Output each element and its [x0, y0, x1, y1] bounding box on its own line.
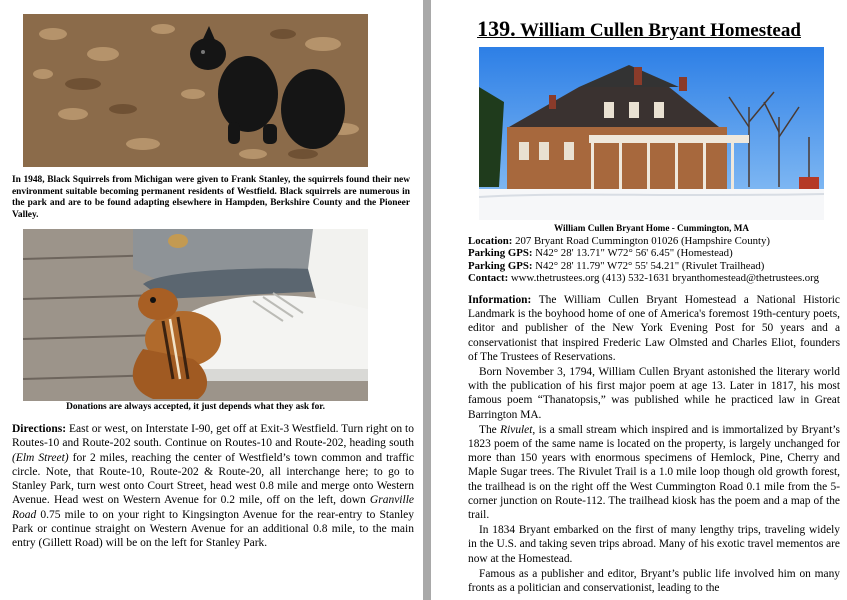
directions-text-2: for 2 miles, reaching the center of Westfield’s town common and traffic circle. Note, that Route-10, Route-202 & Route-20, all interchange here; to go to Stanley Park, turn west onto Court Street, head west 0.8 mile and merge onto Western Avenue. Head west on Western Avenue for 0.2 mile, off on the left, down: [12, 451, 414, 507]
contact-line: [468, 272, 840, 284]
directions-label: Directions:: [12, 423, 67, 435]
right-page: [431, 0, 847, 600]
location-value: 207 Bryant Road Cummington 01026 (Hampshire County): [512, 235, 770, 247]
location-line: [468, 235, 840, 247]
location-label: Location:: [468, 235, 513, 247]
gps-label: Parking GPS:: [468, 259, 533, 272]
squirrel-caption: In 1948, Black Squirrels from Michigan were given to Frank Stanley, the squirrels found their new environment suitable becoming permanent residents of Westfield. Black squirrels are numerous in the park and are to be found adapting elsewhere in Hampden, Berkshire County and the Pioneer Valley.: [12, 175, 410, 220]
gps-homestead-value: N42° 28' 13.71" W72° 56' 6.45" (Homestead): [532, 247, 733, 260]
entry-title: William Cullen Bryant Homestead: [515, 20, 801, 41]
directions-text-3: 0.75 mile to on your right to Kingsington Avenue for the rear-entry to Stanley Park or continue straight on Western Avenue for an additional 0.8 mile, to the main entry (Gillett Road) will be on the left for Stanley Park.: [12, 508, 414, 550]
black-squirrel-photo: [23, 14, 368, 167]
homestead-caption: William Cullen Bryant Home - Cummington, MA: [553, 223, 750, 233]
directions-paragraph: [12, 422, 414, 551]
rivulet-paragraph: [468, 423, 840, 522]
gps-label: Parking GPS:: [468, 247, 533, 260]
gps-trailhead-value: N42° 28' 11.79" W72° 55' 54.21" (Rivulet Trailhead): [532, 259, 765, 272]
rivulet-italic: Rivulet: [500, 423, 533, 436]
homestead-photo: [479, 47, 824, 220]
chipmunk-caption: Donations are always accepted, it just depends what they ask for.: [66, 402, 325, 412]
gps-trailhead-line: [468, 260, 840, 272]
page-title: [431, 16, 847, 42]
contact-value: www.thetrustees.org (413) 532-1631 bryanthomestead@thetrustees.org: [508, 272, 819, 285]
information-text: The William Cullen Bryant Homestead a National Historic Landmark is the boyhood home of one of America's foremost 19th-century poets, editor and publisher of the New York Evening Post for 50 years and a conservationist that inspired Frederic Law Olmsted and Charles Eliot, founders of The Trustees of Reservations.: [468, 294, 840, 363]
info-block: [468, 235, 840, 285]
travel-paragraph: In 1834 Bryant embarked on the first of many lengthy trips, traveling widely in the U.S. and taking seven trips abroad. Many of his exotic travel mementos are now at the Homestead.: [468, 524, 840, 565]
gps-homestead-line: [468, 247, 840, 259]
elm-street-italic: (Elm Street): [12, 451, 69, 464]
information-paragraph: [468, 293, 840, 364]
directions-text-1: East or west, on Interstate I-90, get off at Exit-3 Westfield. Turn right on to Routes-10 and Route-202 south. Continue on Routes-10 and Route-202, heading south: [12, 423, 414, 450]
information-label: Information:: [468, 294, 532, 306]
left-page: [0, 0, 423, 600]
rivulet-text-b: , is a small stream which inspired and is immortalized by Bryant’s 1823 poem of the same name is located on the property, is largely unchanged for more than 150 years with enormous specimens of Hemlock, Pine, Cherry and Maple Sugar trees. The Rivulet Trail is a 1.0 mile loop though old growth forest, the trailhead is on the right off the West Cummington Road 0.1 mile from the 5-corner junction on Route-112. The trailhead kiosk has the poem and a map of the trail.: [468, 423, 840, 522]
granville-road-italic: Granville Road: [12, 494, 414, 521]
contact-label: Contact:: [468, 272, 509, 285]
chipmunk-photo: [23, 229, 368, 401]
body-text: [468, 293, 840, 596]
rivulet-text-a: The: [479, 423, 501, 436]
born-paragraph: Born November 3, 1794, William Cullen Bryant astonished the literary world with the publication of his first major poem at age 13. Later in 1817, his most famous poem “Thanatopsis,” was published while he practiced law in Great Barrington MA.: [468, 366, 840, 421]
publisher-paragraph: Famous as a publisher and editor, Bryant’s public life involved him on many fronts as a politician and conservationist, leading to the: [468, 567, 840, 595]
entry-number: 139.: [477, 16, 516, 41]
